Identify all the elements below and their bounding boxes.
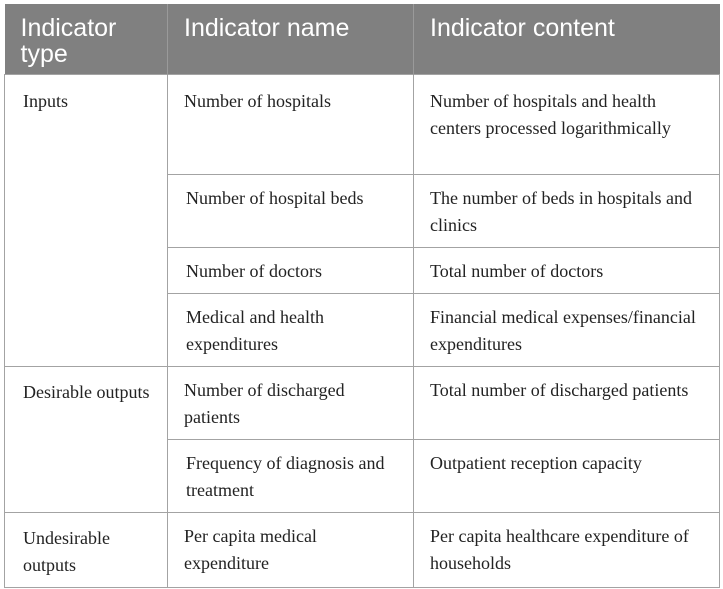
indicator-table [4,4,720,588]
table-row [5,513,720,588]
indicator-content-cell: Total number of doctors [414,248,720,294]
table-row [5,367,720,440]
indicator-name-cell: Frequency of diagnosis and treatment [168,440,414,513]
indicator-name-cell: Number of hospitals [168,75,414,175]
header-row [5,4,720,75]
indicator-content-cell: Number of hospitals and health centers processed logarithmically [414,75,720,175]
indicator-content-cell: The number of beds in hospitals and clinics [414,175,720,248]
indicator-name-cell: Number of hospital beds [168,175,414,248]
table-body [5,75,720,588]
indicator-content-cell: Per capita healthcare expenditure of households [414,513,720,588]
indicator-name-cell: Medical and health expenditures [168,294,414,367]
indicator-type-cell: Undesirable outputs [5,513,168,588]
header-indicator-name: Indicator name [168,4,414,75]
table-row [5,75,720,175]
header-indicator-type: Indicator type [5,4,168,75]
header-indicator-content: Indicator content [414,4,720,75]
indicator-content-cell: Outpatient reception capacity [414,440,720,513]
indicator-type-cell: Desirable outputs [5,367,168,513]
indicator-type-cell: Inputs [5,75,168,367]
indicator-name-cell: Number of doctors [168,248,414,294]
indicator-name-cell: Number of discharged patients [168,367,414,440]
table-header [5,4,720,75]
indicator-content-cell: Total number of discharged patients [414,367,720,440]
indicator-name-cell: Per capita medical expenditure [168,513,414,588]
indicator-content-cell: Financial medical expenses/financial expenditures [414,294,720,367]
